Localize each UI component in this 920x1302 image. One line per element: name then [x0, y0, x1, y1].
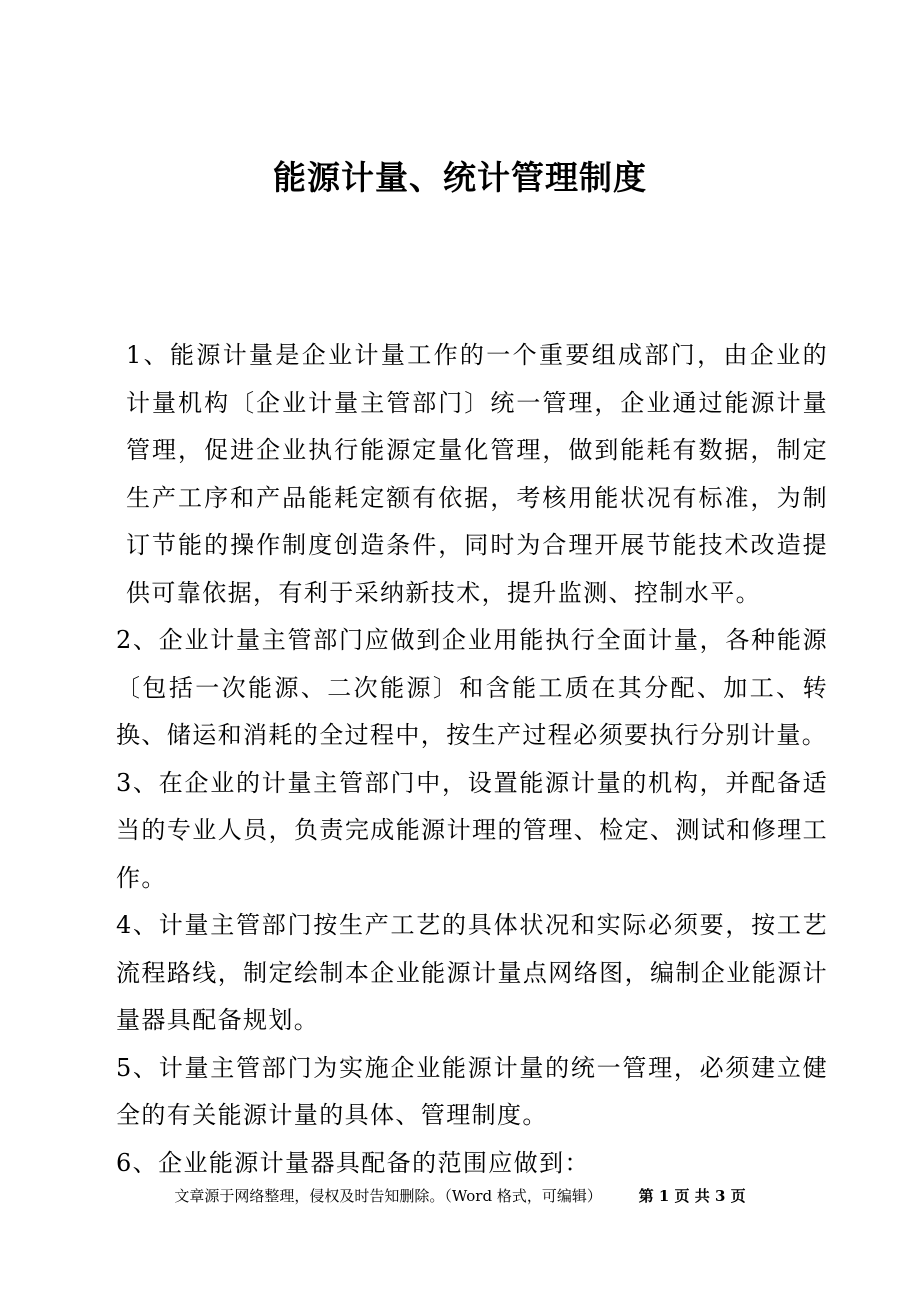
page-title: 能源计量、统计管理制度	[273, 158, 647, 198]
footer-source-note: 文章源于网络整理，侵权及时告知删除。（Word 格式，可编辑）	[174, 1187, 602, 1205]
paragraph-5: 5、计量主管部门为实施企业能源计量的统一管理，必须建立健全的有关能源计量的具体、管理制度。	[116, 1053, 828, 1129]
paragraph-3: 3、在企业的计量主管部门中，设置能源计量的机构，并配备适当的专业人员，负责完成能源计理的管理、检定、测试和修理工作。	[116, 768, 828, 892]
page-footer	[0, 1186, 920, 1206]
document-body	[116, 332, 828, 1187]
page-number: 第 1 页 共 3 页	[638, 1187, 746, 1205]
paragraph-1: 1、能源计量是企业计量工作的一个重要组成部门，由企业的计量机构〔企业计量主管部门〕统一管理，企业通过能源计量管理，促进企业执行能源定量化管理，做到能耗有数据，制定生产工序和产品能耗定额有依据，考核用能状况有标准，为制订节能的操作制度创造条件，同时为合理开展节能技术改造提供可靠依据，有利于采纳新技术，提升监测、控制水平。	[126, 341, 828, 607]
paragraph-4: 4、计量主管部门按生产工艺的具体状况和实际必须要，按工艺流程路线，制定绘制本企业能源计量点网络图，编制企业能源计量器具配备规划。	[116, 911, 828, 1034]
paragraph-6: 6、企业能源计量器具配备的范围应做到：	[116, 1148, 590, 1177]
paragraph-2: 2、企业计量主管部门应做到企业用能执行全面计量，各种能源〔包括一次能源、二次能源〕和含能工质在其分配、加工、转换、储运和消耗的全过程中，按生产过程必须要执行分别计量。	[116, 626, 828, 749]
